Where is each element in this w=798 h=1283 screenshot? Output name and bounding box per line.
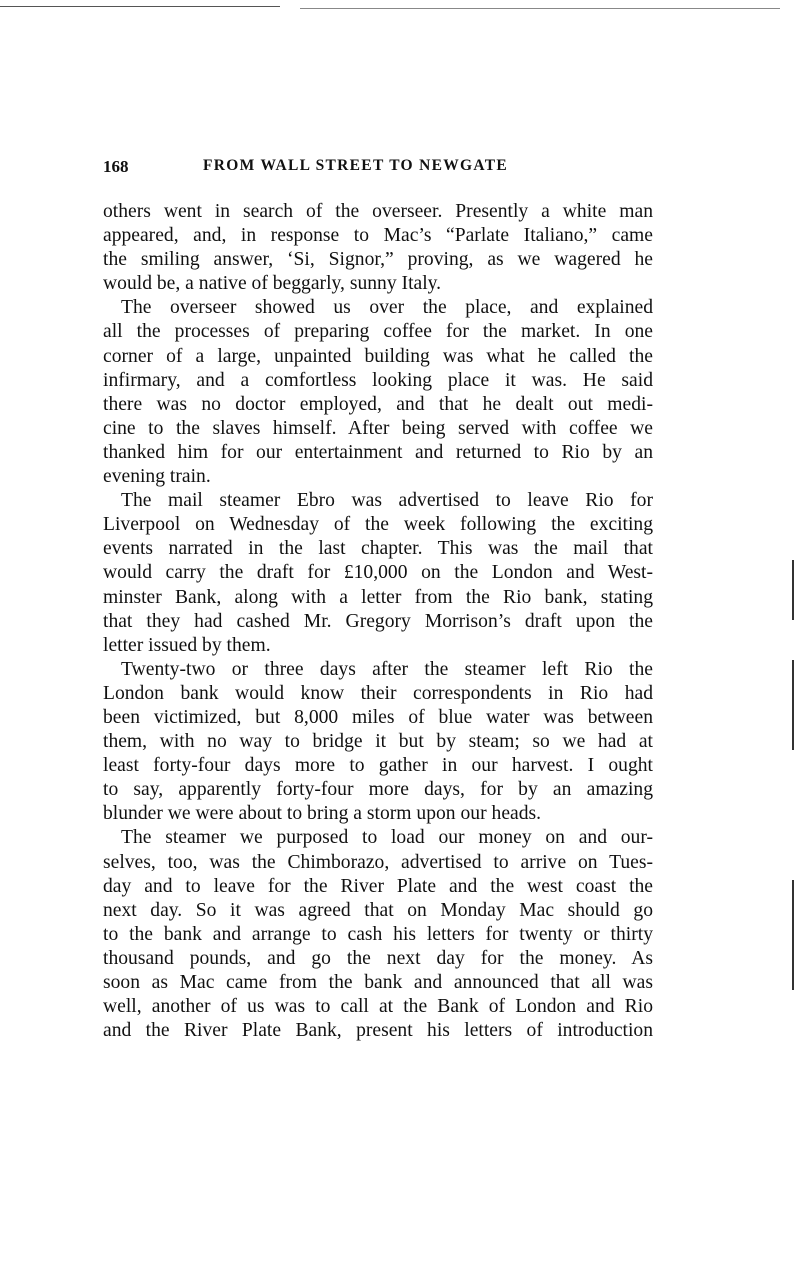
text-line: letter issued by them. [103,634,271,656]
text-line: appeared, and, in response to Mac’s “Parlate Italiano,” came [103,225,653,247]
text-line: The steamer we purposed to load our money on and our- [121,827,653,849]
text-line: selves, too, was the Chimborazo, advertised to arrive on Tues- [103,851,653,873]
text-line: soon as Mac came from the bank and announced that all was [103,972,653,993]
text-line: and the River Plate Bank, present his letters of introduction [103,1020,653,1042]
text-line: infirmary, and a comfortless looking place it was. He said [103,369,653,391]
text-line: least forty-four days more to gather in our harvest. I ought [103,755,653,777]
text-line: The mail steamer Ebro was advertised to leave Rio for [121,490,653,512]
running-title: FROM WALL STREET TO NEWGATE [203,157,508,174]
paragraph [103,489,653,658]
text-line: minster Bank, along with a letter from the Rio bank, stating [103,586,653,608]
text-line: evening train. [103,466,211,488]
scan-margin-mark [792,560,794,620]
paragraph [103,658,653,827]
text-line: cine to the slaves himself. After being served with coffee we [103,417,653,439]
scan-edge-line [0,6,280,7]
text-line: all the processes of preparing coffee for the market. In one [103,321,653,343]
text-line: there was no doctor employed, and that he dealt out medi- [103,393,653,415]
text-line: corner of a large, unpainted building was what he called the [103,345,653,367]
text-line: that they had cashed Mr. Gregory Morrison’s draft upon the [103,610,653,632]
text-line: London bank would know their correspondents in Rio had [103,682,653,704]
paragraph [103,296,653,489]
text-line: Twenty-two or three days after the steamer left Rio the [121,658,653,680]
text-line: well, another of us was to call at the Bank of London and Rio [103,996,653,1018]
text-line: to say, apparently forty-four more days, for by an amazing [103,779,653,801]
scan-margin-mark [792,880,794,990]
text-line: The overseer showed us over the place, and explained [121,297,653,319]
text-line: to the bank and arrange to cash his letters for twenty or thirty [103,923,653,945]
text-line: would carry the draft for £10,000 on the London and West- [103,562,653,584]
text-line: them, with no way to bridge it but by steam; so we had at [103,731,653,753]
running-header [103,157,653,181]
page-number: 168 [103,157,129,176]
text-line: day and to leave for the River Plate and the west coast the [103,875,653,897]
text-line: thanked him for our entertainment and returned to Rio by an [103,441,653,463]
page-body [103,200,653,1043]
scan-margin-mark [792,660,794,750]
paragraph [103,826,653,1043]
text-line: thousand pounds, and go the next day for the money. As [103,947,653,969]
text-line: Liverpool on Wednesday of the week following the exciting [103,514,653,536]
text-line: blunder we were about to bring a storm upon our heads. [103,803,542,825]
text-line: been victimized, but 8,000 miles of blue water was between [103,706,653,728]
paragraph [103,200,653,296]
text-line: would be, a native of beggarly, sunny Italy. [103,273,442,295]
text-line: the smiling answer, ‘Si, Signor,” proving, as we wagered he [103,249,653,271]
scan-edge-line [300,8,780,9]
text-line: events narrated in the last chapter. This was the mail that [103,538,653,560]
text-line: others went in search of the overseer. Presently a white man [103,201,653,222]
text-line: next day. So it was agreed that on Monday Mac should go [103,899,653,921]
